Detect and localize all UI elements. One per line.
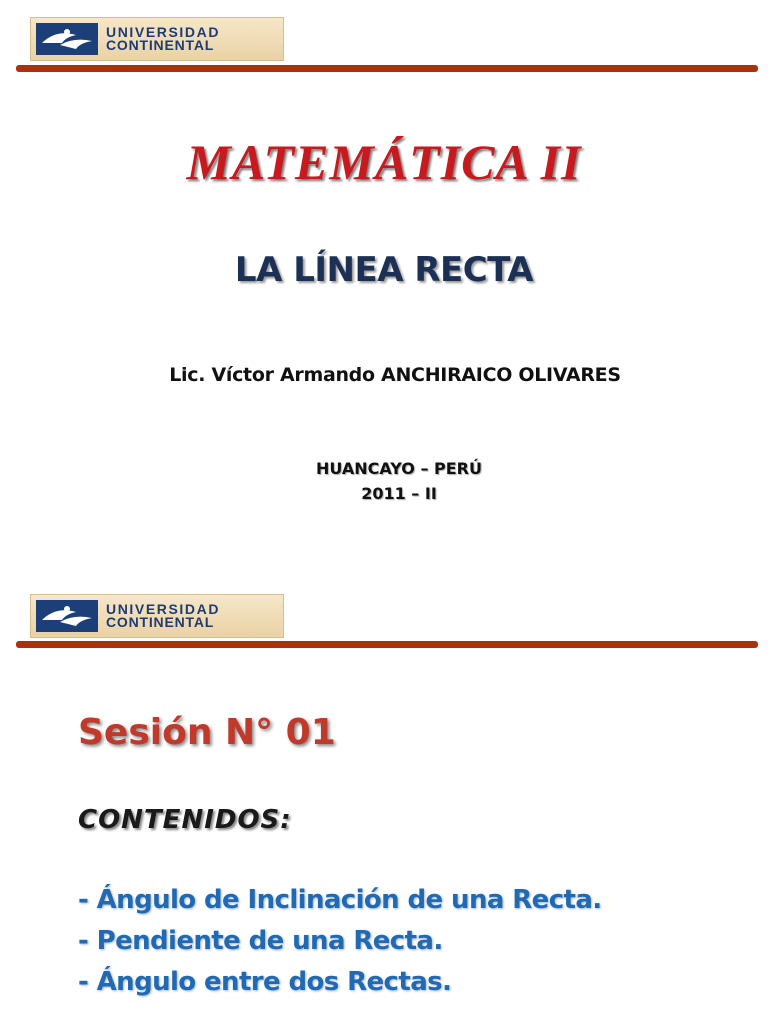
logo-line-2: CONTINENTAL — [106, 614, 215, 630]
academic-period: 2011 – II — [361, 484, 437, 503]
slide-session — [0, 580, 768, 1024]
logo-line-2: CONTINENTAL — [106, 37, 215, 53]
university-emblem-icon — [36, 23, 98, 55]
topics-list — [78, 880, 602, 1003]
session-heading: Sesión N° 01 — [78, 712, 336, 753]
list-item: - Ángulo de Inclinación de una Recta. — [78, 885, 602, 915]
header-divider — [16, 641, 758, 648]
location: HUANCAYO – PERÚ — [316, 459, 482, 478]
logo-line-1: UNIVERSIDAD — [106, 24, 221, 40]
logo-line-1: UNIVERSIDAD — [106, 601, 221, 617]
course-title: MATEMÁTICA II — [186, 134, 582, 190]
topic-title: LA LÍNEA RECTA — [234, 250, 534, 290]
university-logo — [30, 594, 284, 638]
author-name: Lic. Víctor Armando ANCHIRAICO OLIVARES — [169, 364, 621, 386]
university-logo — [30, 17, 284, 61]
header-divider — [16, 65, 758, 72]
university-logo-text — [106, 26, 220, 52]
list-item: - Pendiente de una Recta. — [78, 926, 443, 956]
list-item: - Ángulo entre dos Rectas. — [78, 967, 452, 997]
university-logo-text — [106, 603, 220, 629]
location-and-period — [0, 456, 768, 506]
contents-heading: CONTENIDOS: — [78, 805, 292, 835]
university-emblem-icon — [36, 600, 98, 632]
